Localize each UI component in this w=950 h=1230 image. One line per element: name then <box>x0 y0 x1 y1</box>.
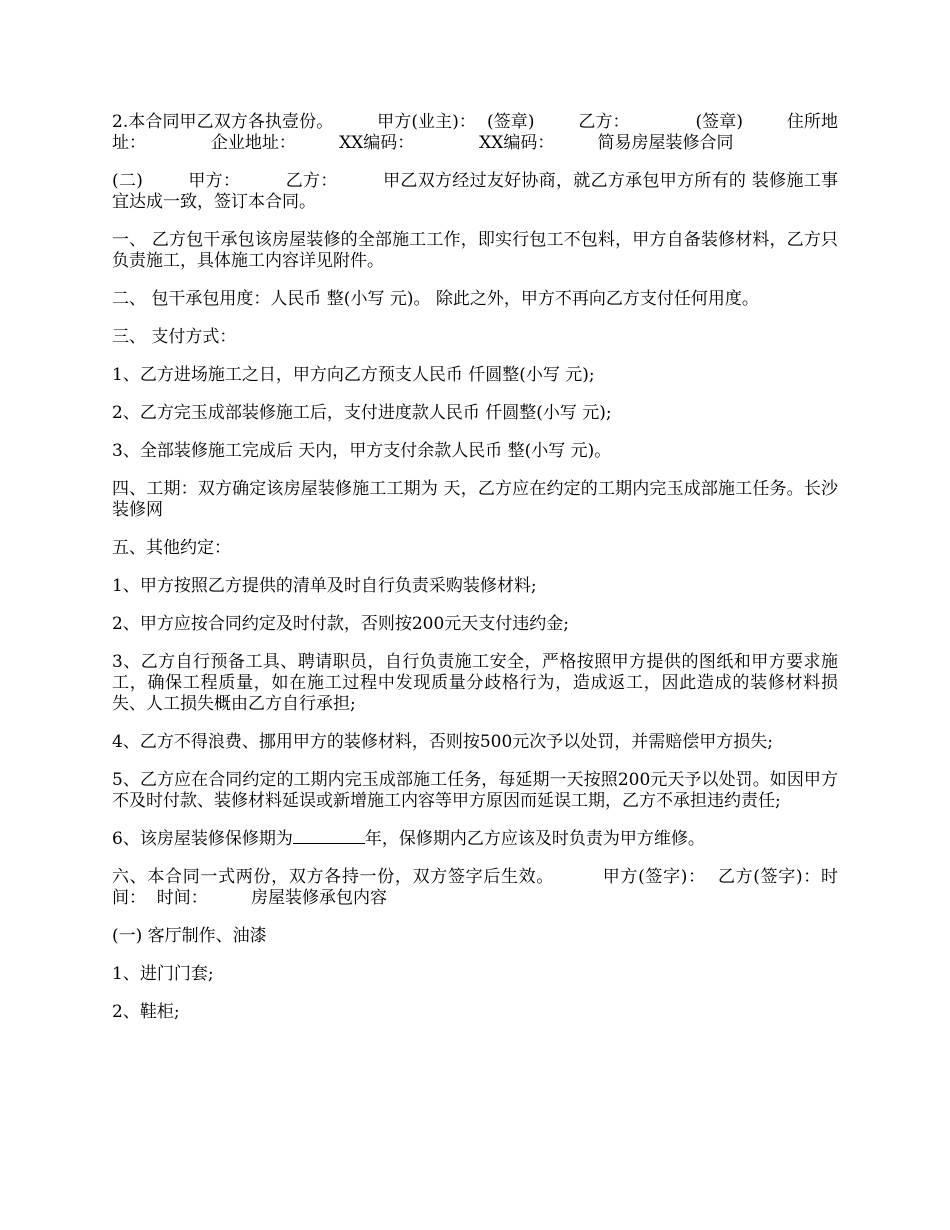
paragraph-payment-2: 2、乙方完玉成部装修施工后，支付进度款人民币 仟圆整(小写 元); <box>112 403 612 423</box>
paragraph-clause-5-heading: 五、其他约定： <box>112 538 231 558</box>
paragraph-clause-6-signing: 六、本合同一式两份，双方各持一份，双方签字后生效。 甲方(签字)： 乙方(签字)：时间： 时间： 房屋装修承包内容 <box>112 867 838 908</box>
warranty-prefix: 6、该房屋装修保修期为 <box>112 829 293 849</box>
document-body <box>112 112 838 1040</box>
paragraph-parties-agreement: (二) 甲方： 乙方： 甲乙双方经过友好协商，就乙方承包甲方所有的 装修施工事宜达成一致，签订本合同。 <box>112 171 838 212</box>
paragraph-other-4: 4、乙方不得浪费、挪用甲方的装修材料，否则按500元次予以处罚，并需赔偿甲方损失; <box>112 732 773 752</box>
warranty-suffix: 年，保修期内乙方应该及时负责为甲方维修。 <box>364 829 705 849</box>
paragraph-clause-2-fee: 二、 包干承包用度：人民币 整(小写 元)。 除此之外，甲方不再向乙方支付任何用度。 <box>112 289 759 309</box>
paragraph-other-5: 5、乙方应在合同约定的工期内完玉成部施工任务，每延期一天按照200元天予以处罚。如因甲方不及时付款、装修材料延误或新增施工内容等甲方原因而延误工期，乙方不承担违约责任; <box>112 770 838 811</box>
paragraph-payment-3: 3、全部装修施工完成后 天内，甲方支付余款人民币 整(小写 元)。 <box>112 441 612 461</box>
paragraph-payment-1: 1、乙方进场施工之日，甲方向乙方预支人民币 仟圆整(小写 元); <box>112 365 595 385</box>
warranty-blank-line <box>293 829 365 844</box>
paragraph-other-1: 1、甲方按照乙方提供的清单及时自行负责采购装修材料; <box>112 576 537 596</box>
paragraph-item-1: 1、进门门套; <box>112 964 214 984</box>
paragraph-section-1-heading: (一) 客厅制作、油漆 <box>112 926 267 946</box>
paragraph-clause-4-period: 四、工期：双方确定该房屋装修施工工期为 天，乙方应在约定的工期内完玉成部施工任务。长沙装修网 <box>112 479 838 520</box>
paragraph-other-3: 3、乙方自行预备工具、聘请职员，自行负责施工安全，严格按照甲方提供的图纸和甲方要求施工，确保工程质量，如在施工过程中发现质量分歧格行为，造成返工，因此造成的装修材料损失、人工损失概由乙方自行承担; <box>112 652 838 714</box>
paragraph-clause-1-scope: 一、 乙方包干承包该房屋装修的全部施工工作，即实行包工不包料，甲方自备装修材料，乙方只负责施工，具体施工内容详见附件。 <box>112 230 838 271</box>
paragraph-item-2: 2、鞋柜; <box>112 1002 180 1022</box>
paragraph-copies-signatures: 2.本合同甲乙双方各执壹份。 甲方(业主)： (签章) 乙方： (签章) 住所地址： 企业地址： XX编码： XX编码： 简易房屋装修合同 <box>112 112 838 153</box>
paragraph-other-2: 2、甲方应按合同约定及时付款，否则按200元天支付违约金; <box>112 614 569 634</box>
paragraph-clause-3-heading: 三、 支付方式： <box>112 327 237 347</box>
paragraph-other-6-warranty <box>112 829 838 850</box>
